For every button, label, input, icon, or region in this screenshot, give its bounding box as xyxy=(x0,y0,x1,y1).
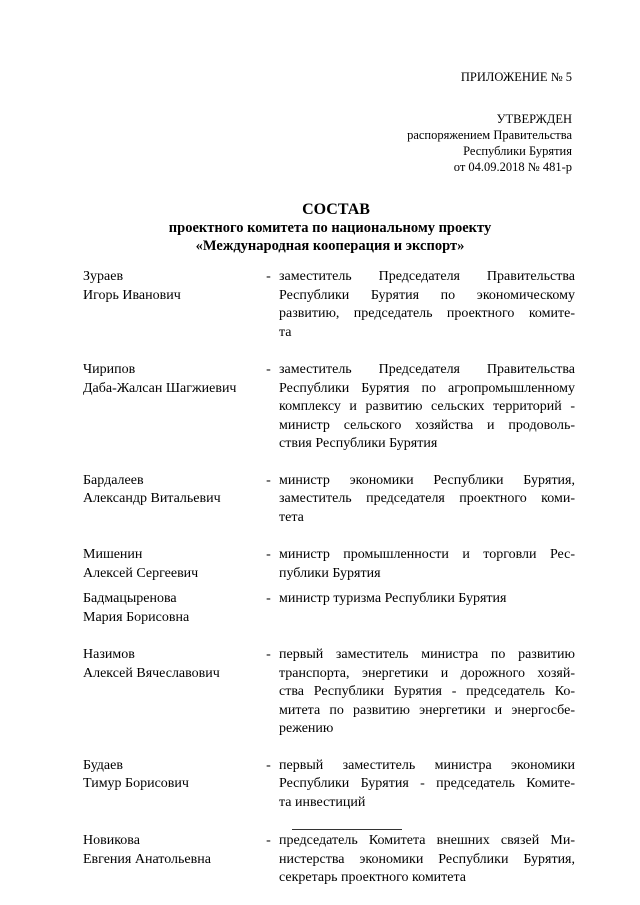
role-line: транспорта, энергетики и дорожного хозяй- xyxy=(279,665,575,681)
member-surname: Назимов xyxy=(83,647,135,662)
member-given-names: Игорь Иванович xyxy=(83,287,181,303)
member-role xyxy=(279,832,575,888)
member-name xyxy=(83,361,253,454)
approval-line: распоряжением Правительства xyxy=(407,128,572,142)
title-line: «Международная кооперация и экспорт» xyxy=(195,238,465,254)
role-line: ствия Республики Бурятия xyxy=(279,436,438,451)
role-line: первый заместитель министра экономики xyxy=(279,757,575,773)
title-line: проектного комитета по национальному проекту xyxy=(168,220,492,236)
dash-separator: - xyxy=(266,833,271,848)
role-line: первый заместитель министра по развитию xyxy=(279,647,575,662)
role-line: заместитель Председателя Правительства xyxy=(279,362,575,377)
member-role xyxy=(279,646,575,739)
members-list xyxy=(83,268,575,888)
member-row xyxy=(83,832,575,888)
role-line: тета xyxy=(279,509,304,525)
member-row xyxy=(83,757,575,813)
member-row xyxy=(83,546,575,583)
role-line: комплексу и развитию сельских территорий - xyxy=(279,399,575,414)
member-surname: Будаев xyxy=(83,757,123,773)
member-surname: Бадмацыренова xyxy=(83,591,177,606)
role-line: режению xyxy=(279,721,334,736)
member-row xyxy=(83,472,575,528)
member-given-names: Александр Витальевич xyxy=(83,491,221,506)
member-role xyxy=(279,361,575,454)
end-separator-line xyxy=(292,829,402,830)
role-line: нистерства экономики Республики Бурятия, xyxy=(279,851,575,867)
role-line: министр туризма Республики Бурятия xyxy=(279,591,507,606)
member-given-names: Даба-Жалсан Шагжиевич xyxy=(83,380,237,396)
member-given-names: Мария Борисовна xyxy=(83,609,190,625)
role-line: Республики Бурятия по агропромышленному xyxy=(279,380,575,396)
dash-separator: - xyxy=(266,362,271,377)
role-line: митета по развитию энергетики и энергосбе- xyxy=(279,702,575,718)
role-line: заместитель Председателя Правительства xyxy=(279,269,575,284)
approval-line: от 04.09.2018 № 481-р xyxy=(453,160,572,174)
document-title xyxy=(0,200,640,255)
role-line: министр промышленности и торговли Рес- xyxy=(279,547,575,562)
role-line: министр сельского хозяйства и продоволь- xyxy=(279,417,575,433)
member-name xyxy=(83,472,253,528)
role-line: председатель Комитета внешних связей Ми- xyxy=(279,833,575,848)
member-given-names: Тимур Борисович xyxy=(83,776,189,791)
title-line: СОСТАВ xyxy=(302,201,370,218)
member-role xyxy=(279,472,575,528)
member-given-names: Алексей Вячеславович xyxy=(83,665,220,681)
member-role xyxy=(279,546,575,583)
member-name xyxy=(83,646,253,739)
dash-separator: - xyxy=(266,269,271,284)
member-name xyxy=(83,268,253,342)
approval-line: УТВЕРЖДЕН xyxy=(496,112,572,126)
role-line: та инвестиций xyxy=(279,794,366,810)
dash-separator: - xyxy=(266,472,271,488)
role-line: Республики Бурятия - председатель Комите- xyxy=(279,776,575,791)
member-surname: Новикова xyxy=(83,833,140,848)
approval-line: Республики Бурятия xyxy=(463,144,572,158)
member-surname: Зураев xyxy=(83,269,124,284)
role-line: заместитель председателя проектного коми- xyxy=(279,491,575,506)
role-line: та xyxy=(279,324,292,340)
member-surname: Мишенин xyxy=(83,547,143,562)
member-given-names: Евгения Анатольевна xyxy=(83,851,211,867)
dash-separator: - xyxy=(266,647,271,662)
appendix-label: ПРИЛОЖЕНИЕ № 5 xyxy=(460,70,572,84)
dash-separator: - xyxy=(266,591,271,606)
member-name xyxy=(83,546,253,583)
role-line: ства Республики Бурятия - председатель Ко- xyxy=(279,684,575,699)
member-row xyxy=(83,646,575,739)
member-name xyxy=(83,832,253,888)
member-role xyxy=(279,268,575,342)
role-line: министр экономики Республики Бурятия, xyxy=(279,472,575,488)
role-line: публики Бурятия xyxy=(279,565,381,581)
member-surname: Бардалеев xyxy=(83,472,144,488)
member-name xyxy=(83,757,253,813)
dash-separator: - xyxy=(266,547,271,562)
member-given-names: Алексей Сергеевич xyxy=(83,565,199,581)
member-role xyxy=(279,757,575,813)
approval-block xyxy=(407,111,572,175)
member-name xyxy=(83,590,253,627)
member-surname: Чирипов xyxy=(83,362,136,377)
dash-separator: - xyxy=(266,757,271,773)
member-row xyxy=(83,268,575,342)
member-role xyxy=(279,590,575,627)
role-line: развитию, председатель проектного комите- xyxy=(279,306,575,321)
member-row xyxy=(83,361,575,454)
role-line: секретарь проектного комитета xyxy=(279,870,467,885)
role-line: Республики Бурятия по экономическому xyxy=(279,287,575,303)
member-row xyxy=(83,590,575,627)
